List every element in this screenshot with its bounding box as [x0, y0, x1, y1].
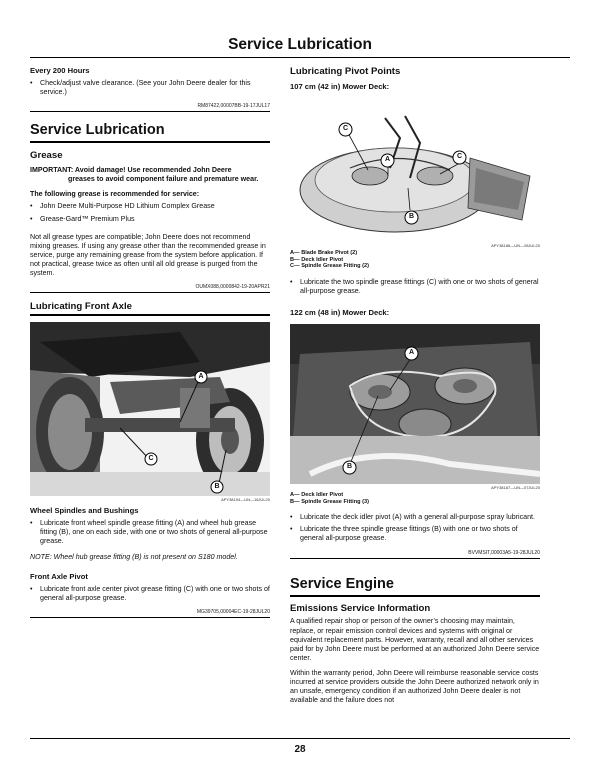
- callout-a: A: [380, 153, 395, 168]
- callout-c: C: [338, 122, 353, 137]
- ref-code: MG39705,00004EC-19-28JUL20: [196, 608, 270, 615]
- emissions-heading: Emissions Service Information: [290, 603, 431, 615]
- grease-bullet: • Grease-Gard™ Premium Plus: [30, 215, 270, 224]
- service-lubrication-heading: Service Lubrication: [30, 122, 165, 139]
- figure-id: APY38187—UN—07JUL20: [491, 484, 540, 490]
- deck-48-heading: 122 cm (48 in) Mower Deck:: [290, 307, 390, 317]
- valve-clearance-bullet: • Check/adjust valve clearance. (See your John Deere dealer for this service.): [30, 79, 270, 97]
- important-notice: [30, 166, 270, 184]
- section-divider: [30, 292, 270, 293]
- deck-48-legend: [290, 492, 540, 505]
- recommended-grease-intro: The following grease is recommended for service:: [30, 190, 200, 199]
- grease-compatibility-paragraph: Not all grease types are compatible; John Deere does not recommend mixing greases. If using any grease other than the recommended grease in service, purge any remaining grease from the system before application. If not practical, grease twice as often until all old grease is purged from the system.: [30, 232, 266, 278]
- legend-item: B— Spindle Grease Fitting (3): [290, 498, 369, 505]
- grease-bullet: • John Deere Multi-Purpose HD Lithium Complex Grease: [30, 202, 270, 211]
- figure-id: APY38186—UN—28JUL20: [491, 243, 540, 248]
- service-engine-heading: Service Engine: [290, 576, 394, 593]
- wheel-hub-note: NOTE: Wheel hub grease fitting (B) is not present on S180 model.: [30, 553, 238, 562]
- axle-pivot-bullet: • Lubricate front axle center pivot grease fitting (C) with one or two shots of general all-purpose grease.: [30, 585, 270, 603]
- spindle-fittings-bullet: • Lubricate the three spindle grease fittings (B) with one or two shots of general all-purpose grease.: [290, 525, 540, 543]
- section-divider: [290, 558, 540, 559]
- emissions-paragraph-1: A qualified repair shop or person of the owner’s choosing may maintain, replace, or repair emission control devices and systems with original or equivalent replacement parts. However, warranty, recall and all other services paid for by John Deere must be performed at an authorized John Deere service center.: [290, 617, 540, 662]
- emissions-paragraph-2: Within the warranty period, John Deere will reimburse reasonable service costs incurred at service providers outside the John Deere authorized network only in an unsafe, emergency condition if an authorized John Deere dealer is not available and the failure does not: [290, 668, 539, 705]
- wheel-spindles-heading: Wheel Spindles and Bushings: [30, 506, 139, 516]
- section-divider: [30, 617, 270, 618]
- legend-item: B— Deck Idler Pivot: [290, 256, 344, 263]
- callout-c: C: [452, 150, 467, 165]
- page-number: 28: [294, 744, 306, 755]
- front-axle-pivot-heading: Front Axle Pivot: [30, 571, 88, 581]
- deck-idler-bullet: • Lubricate the deck idler pivot (A) with a general all-purpose spray lubricant.: [290, 513, 540, 522]
- pivot-points-heading: Lubricating Pivot Points: [290, 66, 401, 77]
- ref-code: OUMX088,0000842-19-20APR21: [195, 284, 270, 291]
- callout-b: B: [210, 480, 224, 494]
- deck-42-heading: 107 cm (42 in) Mower Deck:: [290, 82, 390, 91]
- callout-b: B: [342, 460, 357, 475]
- spindle-fittings-bullet: • Lubricate the two spindle grease fittings (C) with one or two shots of general all-purpose grease.: [290, 278, 540, 296]
- callout-a: A: [194, 370, 208, 384]
- title-divider: [30, 57, 570, 58]
- front-axle-figure: [30, 322, 270, 496]
- grease-heading: Grease: [30, 150, 63, 162]
- important-line-2: greases to avoid component failure and premature wear.: [68, 175, 259, 184]
- front-axle-heading: Lubricating Front Axle: [30, 301, 132, 313]
- deck-42-figure: [290, 98, 540, 242]
- callout-a: A: [404, 346, 419, 361]
- legend-item: A— Blade Brake Pivot (2): [290, 250, 358, 256]
- heading-rule: [30, 314, 270, 316]
- every-200-hours-heading: Every 200 Hours: [30, 66, 90, 75]
- heading-rule: [30, 141, 270, 143]
- right-column: [290, 66, 540, 705]
- legend-item: A— Deck Idler Pivot: [290, 491, 344, 498]
- page-title: Service Lubrication: [228, 36, 372, 53]
- figure-id: APY38194—UN—16JUL20: [221, 497, 270, 503]
- front-axle-illustration: [30, 322, 270, 496]
- important-line-1: IMPORTANT: Avoid damage! Use recommended John Deere: [30, 166, 232, 175]
- ref-code: RM87422,00007BB-19-17JUL17: [197, 103, 270, 110]
- deck-48-figure: [290, 324, 540, 484]
- footer-divider: [30, 738, 570, 739]
- left-column: [30, 66, 270, 618]
- legend-item: C— Spindle Grease Fitting (2): [290, 263, 369, 270]
- callout-b: B: [404, 210, 419, 225]
- callout-c: C: [144, 452, 158, 466]
- deck-42-legend: [290, 250, 540, 270]
- heading-rule: [290, 595, 540, 597]
- wheel-spindle-bullet: • Lubricate front wheel spindle grease fitting (A) and wheel hub grease fitting (B), one on each side, with one or two shots of general all-purpose grease.: [30, 519, 270, 546]
- section-divider: [30, 111, 270, 112]
- ref-code: BVVMSIT,00003A5-19-28JUL20: [468, 550, 540, 557]
